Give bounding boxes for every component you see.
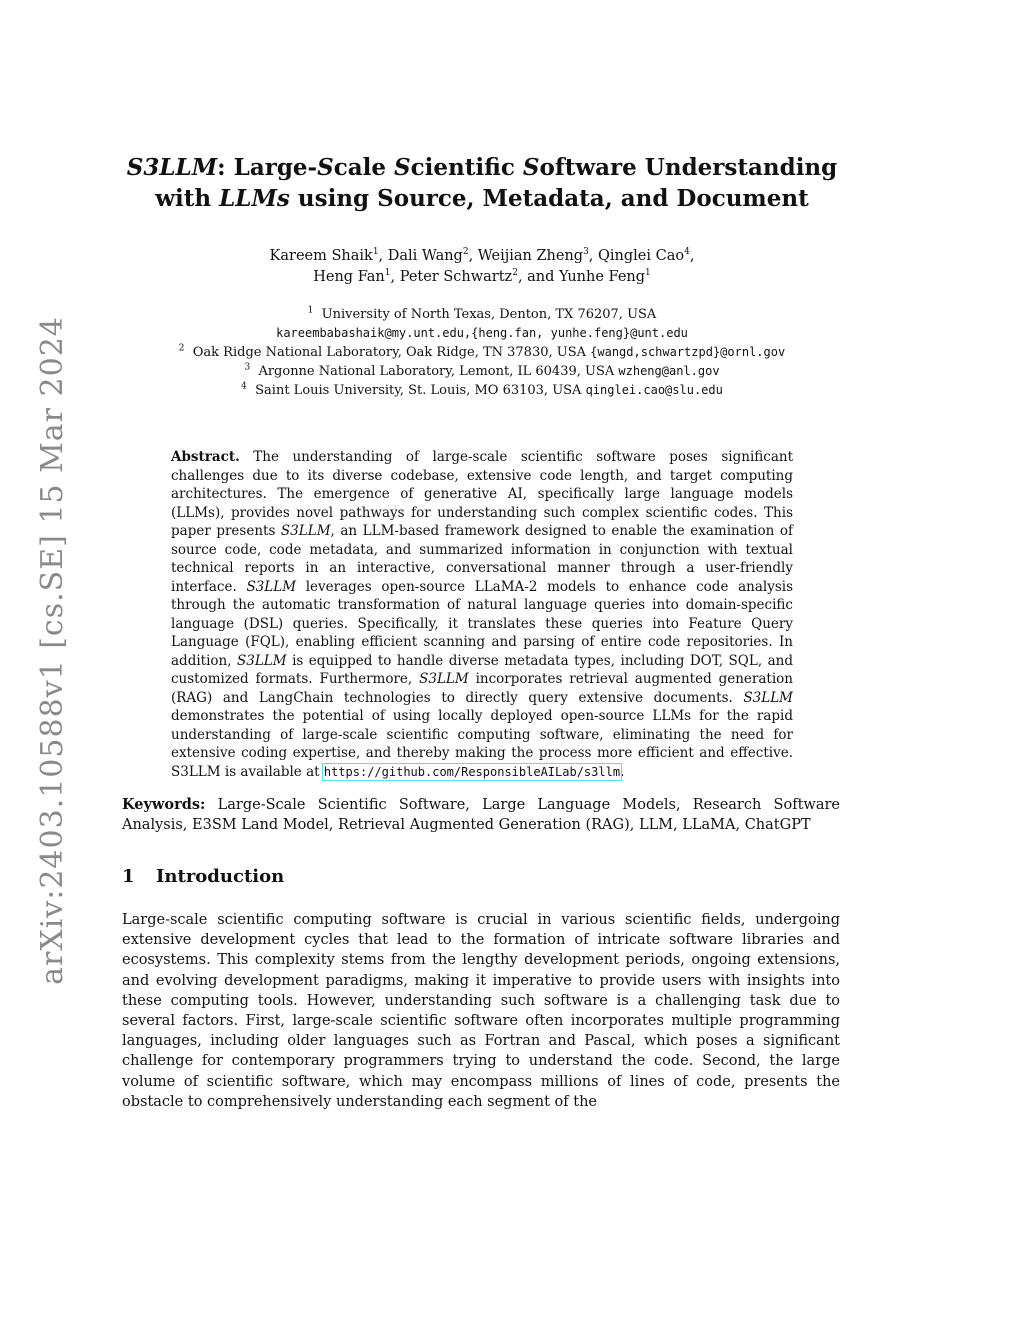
github-repo-link[interactable]: https://github.com/ResponsibleAILab/s3llm: [323, 764, 621, 779]
section-number: 1: [122, 866, 135, 887]
keywords-paragraph: Keywords: Large-Scale Scientific Software, Large Language Models, Research Software Analysis, E3SM Land Model, Retrieval Augmented Generation (RAG), LLM, LLaMA, ChatGPT: [122, 796, 840, 833]
section-title: Introduction: [156, 866, 285, 887]
affiliation-1: $^1$ University of North Texas, Denton, TX 76207, USA: [307, 305, 657, 322]
affiliation-1-emails: kareembabashaik@my.unt.edu,{heng.fan, yunhe.feng}@unt.edu: [276, 326, 688, 340]
abstract-paragraph: Abstract. The understanding of large-scale scientific software poses significant challenges due to its diverse codebase, extensive code length, and target computing architectures. The emergence of generative AI, specifically large language models (LLMs), provides novel pathways for understanding such complex scientific codes. This paper presents S3LLM, an LLM-based framework designed to enable the examination of source code, code metadata, and summarized information in conjunction with textual technical reports in an interactive, conversational manner through a user-friendly interface. S3LLM leverages open-source LLaMA-2 models to enhance code analysis through the automatic transformation of natural language queries into domain-specific language (DSL) queries. Specifically, it translates these queries into Feature Query Language (FQL), enabling efficient scanning and parsing of entire code repositories. In addition, S3LLM is equipped to handle diverse metadata types, including DOT, SQL, and customized formats. Furthermore, S3LLM incorporates retrieval augmented generation (RAG) and LangChain technologies to directly query extensive documents. S3LLM demonstrates the potential of using locally deployed open-source LLMs for the rapid understanding of large-scale scientific computing software, eliminating the need for extensive coding expertise, and thereby making the process more efficient and effective. S3LLM is available at https://github.com/ResponsibleAILab/s3llm.: [171, 449, 794, 780]
affiliation-4: $^4$ Saint Louis University, St. Louis, MO 63103, USA qinglei.cao@slu.edu: [241, 381, 723, 398]
affiliation-list: [122, 305, 842, 400]
introduction-paragraph: Large-scale scientific computing software is crucial in various scientific fields, undergoing extensive development cycles that lead to the formation of intricate software libraries and ecosystems. This complexity stems from the lengthy development periods, ongoing extensions, and evolving development paradigms, making it imperative to provide users with insights into these computing tools. However, understanding such software is a challenging task due to several factors. First, large-scale scientific software often incorporates multiple programming languages, including older languages such as Fortran and Pascal, which poses a significant challenge for contemporary programmers trying to understand the code. Second, the large volume of scientific software, which may encompass millions of lines of code, presents the obstacle to comprehensively understanding each segment of the: [122, 912, 840, 1110]
arxiv-identifier-text: arXiv:2403.10588v1 [cs.SE] 15 Mar 2024: [34, 315, 70, 985]
abstract-label: Abstract.: [171, 449, 240, 465]
affiliation-2: $^2$ Oak Ridge National Laboratory, Oak Ridge, TN 37830, USA {wangd,schwartzpd}@ornl.gov: [178, 343, 786, 360]
paper-title: S3LLM: Large-Scale Scientific Software Understanding with LLMs using Source, Metadata, and Document: [126, 154, 838, 212]
arxiv-identifier-stamp: [22, 315, 82, 985]
affiliation-3: $^3$ Argonne National Laboratory, Lemont, IL 60439, USA wzheng@anl.gov: [244, 362, 720, 379]
author-list: Kareem Shaik$^1$, Dali Wang$^2$, Weijian Zheng$^3$, Qinglei Cao$^4$, Heng Fan$^1$, Peter Schwartz$^2$, and Yunhe Feng$^1$: [269, 247, 695, 285]
section-heading-introduction: [122, 866, 284, 887]
keywords-label: Keywords:: [122, 796, 206, 813]
